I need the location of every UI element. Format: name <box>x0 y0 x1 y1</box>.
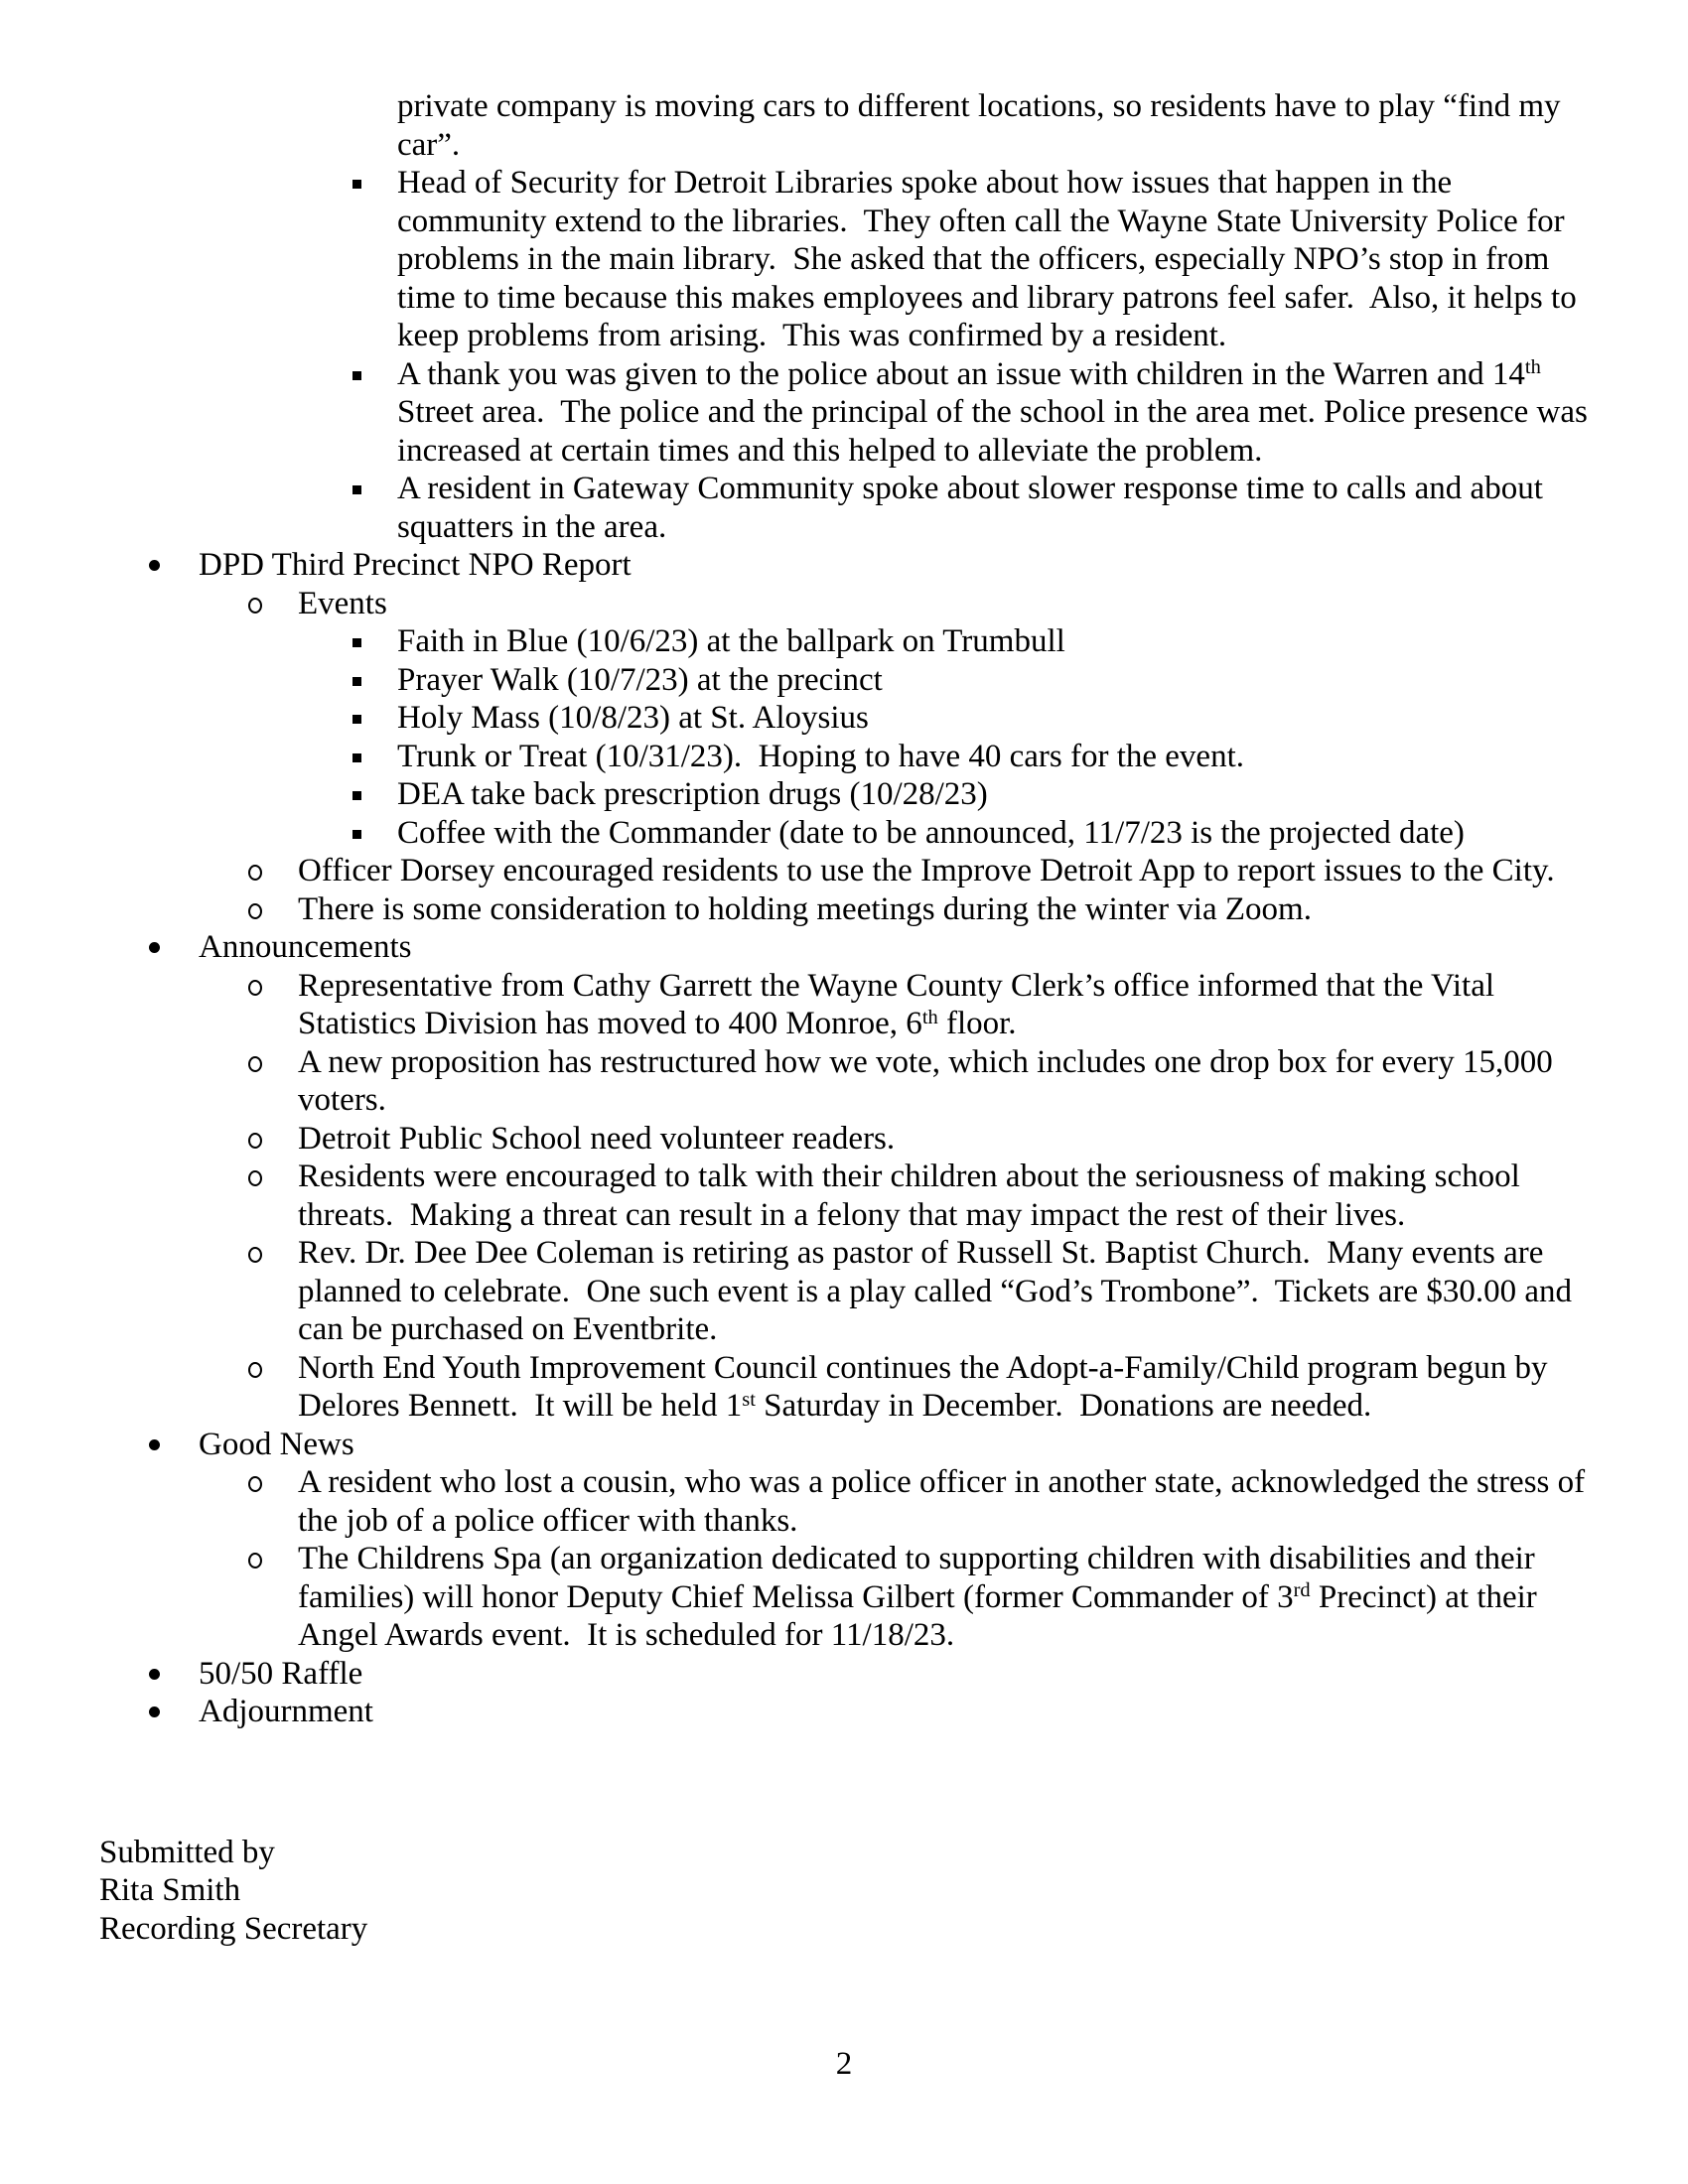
list-item <box>0 661 1589 700</box>
list-item <box>0 738 1589 776</box>
list-item-events <box>0 585 1589 623</box>
list-item-raffle <box>0 1655 1589 1694</box>
list-item <box>0 775 1589 814</box>
circle-bullet-icon <box>248 865 262 881</box>
list-item <box>0 1120 1589 1159</box>
list-item-text: Officer Dorsey encouraged residents to use the Improve Detroit App to report issues to the City. <box>298 853 1555 888</box>
list-item-text: Adjournment <box>199 1694 373 1729</box>
list-item-text: Head of Security for Detroit Libraries spoke about how issues that happen in the community extend to the libraries. They often call the Wayne State University Police for problems in the main library. She asked that the officers, especially NPO’s stop in from time to time because this makes employees and library patrons feel safer. Also, it helps to keep problems from arising. This was confirmed by a resident. <box>397 165 1585 353</box>
list-item-adjournment <box>0 1693 1589 1731</box>
disc-bullet-icon <box>149 942 160 953</box>
list-item-text: DPD Third Precinct NPO Report <box>199 547 632 583</box>
list-item-text: A thank you was given to the police about an issue with children in the Warren and 14th Street area. The police and the principal of the school in the area met. Police presence was increased at certain times and this helped to alleviate the problem. <box>397 355 1597 469</box>
list-item <box>0 852 1589 890</box>
signature-block <box>0 1834 1589 1949</box>
list-item-text: A new proposition has restructured how we vote, which includes one drop box for every 15,000 voters. <box>298 1043 1562 1118</box>
list-item-announcements <box>0 928 1589 967</box>
paragraph-text: private company is moving cars to different locations, so residents have to play “find my car”. <box>397 88 1569 163</box>
list-item-text: Trunk or Treat (10/31/23). Hoping to have 40 cars for the event. <box>397 738 1244 774</box>
circle-bullet-icon <box>248 1133 262 1149</box>
circle-bullet-icon <box>248 903 262 919</box>
disc-bullet-icon <box>149 1439 160 1450</box>
signature-line: Submitted by <box>99 1834 275 1870</box>
list-item-text: Faith in Blue (10/6/23) at the ballpark on Trumbull <box>397 623 1065 659</box>
page-number: 2 <box>835 2046 853 2082</box>
list-item <box>0 1158 1589 1234</box>
square-bullet-icon <box>352 371 361 380</box>
square-bullet-icon <box>352 753 361 762</box>
list-item <box>0 1043 1589 1120</box>
list-item <box>0 699 1589 738</box>
signature-title: Recording Secretary <box>99 1910 368 1947</box>
list-item <box>0 1234 1589 1349</box>
list-item-text: A resident in Gateway Community spoke about slower response time to calls and about squatters in the area. <box>397 471 1552 545</box>
square-bullet-icon <box>352 791 361 800</box>
list-item-text: Announcements <box>199 929 412 965</box>
list-item <box>0 814 1589 853</box>
circle-bullet-icon <box>248 1056 262 1072</box>
list-item-text: 50/50 Raffle <box>199 1655 363 1692</box>
disc-bullet-icon <box>149 1669 160 1680</box>
list-item-text: Prayer Walk (10/7/23) at the precinct <box>397 661 883 698</box>
list-item-text: Rev. Dr. Dee Dee Coleman is retiring as pastor of Russell St. Baptist Church. Many events are planned to celebrate. One such event is a play called “God’s Trombone”. Tickets are $30.00 and can be purchased on Eventbrite. <box>298 1235 1581 1347</box>
list-item-text: Residents were encouraged to talk with their children about the seriousness of making school threats. Making a threat can result in a felony that may impact the rest of their lives. <box>298 1159 1529 1233</box>
square-bullet-icon <box>352 638 361 647</box>
disc-bullet-icon <box>149 1706 160 1717</box>
list-item-text: Detroit Public School need volunteer readers. <box>298 1120 896 1157</box>
list-item <box>0 890 1589 929</box>
list-item-text: Events <box>298 585 387 621</box>
circle-bullet-icon <box>248 1362 262 1378</box>
list-item-text: There is some consideration to holding meetings during the winter via Zoom. <box>298 890 1312 927</box>
circle-bullet-icon <box>248 598 262 614</box>
list-item <box>0 1349 1589 1426</box>
list-item-text: A resident who lost a cousin, who was a police officer in another state, acknowledged the stress of the job of a police officer with thanks. <box>298 1464 1594 1539</box>
square-bullet-icon <box>352 715 361 724</box>
circle-bullet-icon <box>248 1170 262 1186</box>
square-bullet-icon <box>352 677 361 686</box>
list-item <box>0 622 1589 661</box>
list-item <box>0 470 1589 546</box>
square-bullet-icon <box>352 180 361 189</box>
signature-name: Rita Smith <box>99 1872 241 1908</box>
list-item <box>0 164 1589 355</box>
square-bullet-icon <box>352 485 361 494</box>
circle-bullet-icon <box>248 1553 262 1569</box>
list-item-good-news <box>0 1426 1589 1464</box>
document-body <box>0 87 1597 1948</box>
square-bullet-icon <box>352 830 361 839</box>
list-item <box>0 1540 1589 1655</box>
circle-bullet-icon <box>248 1247 262 1263</box>
list-item-dpd-report <box>0 546 1589 585</box>
list-item-text: Coffee with the Commander (date to be announced, 11/7/23 is the projected date) <box>397 814 1465 851</box>
list-item-text: North End Youth Improvement Council continues the Adopt-a-Family/Child program begun by Delores Bennett. It will be held 1st Saturday in December. Donations are needed. <box>298 1349 1556 1424</box>
paragraph-continuation <box>0 87 1589 164</box>
circle-bullet-icon <box>248 980 262 996</box>
list-item <box>0 967 1589 1043</box>
list-item-text: DEA take back prescription drugs (10/28/23) <box>397 776 988 812</box>
disc-bullet-icon <box>149 560 160 571</box>
circle-bullet-icon <box>248 1476 262 1492</box>
list-item-text: The Childrens Spa (an organization dedicated to supporting children with disabilities and their families) will honor Deputy Chief Melissa Gilbert (former Commander of 3rd Precinct) at their Angel Awards event. It is scheduled for 11/18/23. <box>298 1541 1544 1653</box>
list-item <box>0 1463 1594 1540</box>
list-item-text: Holy Mass (10/8/23) at St. Aloysius <box>397 700 869 736</box>
list-item <box>0 355 1597 471</box>
list-item-text: Representative from Cathy Garrett the Wayne County Clerk’s office informed that the Vital Statistics Division has moved to 400 Monroe, 6th floor. <box>298 967 1503 1041</box>
list-item-text: Good News <box>199 1426 354 1462</box>
